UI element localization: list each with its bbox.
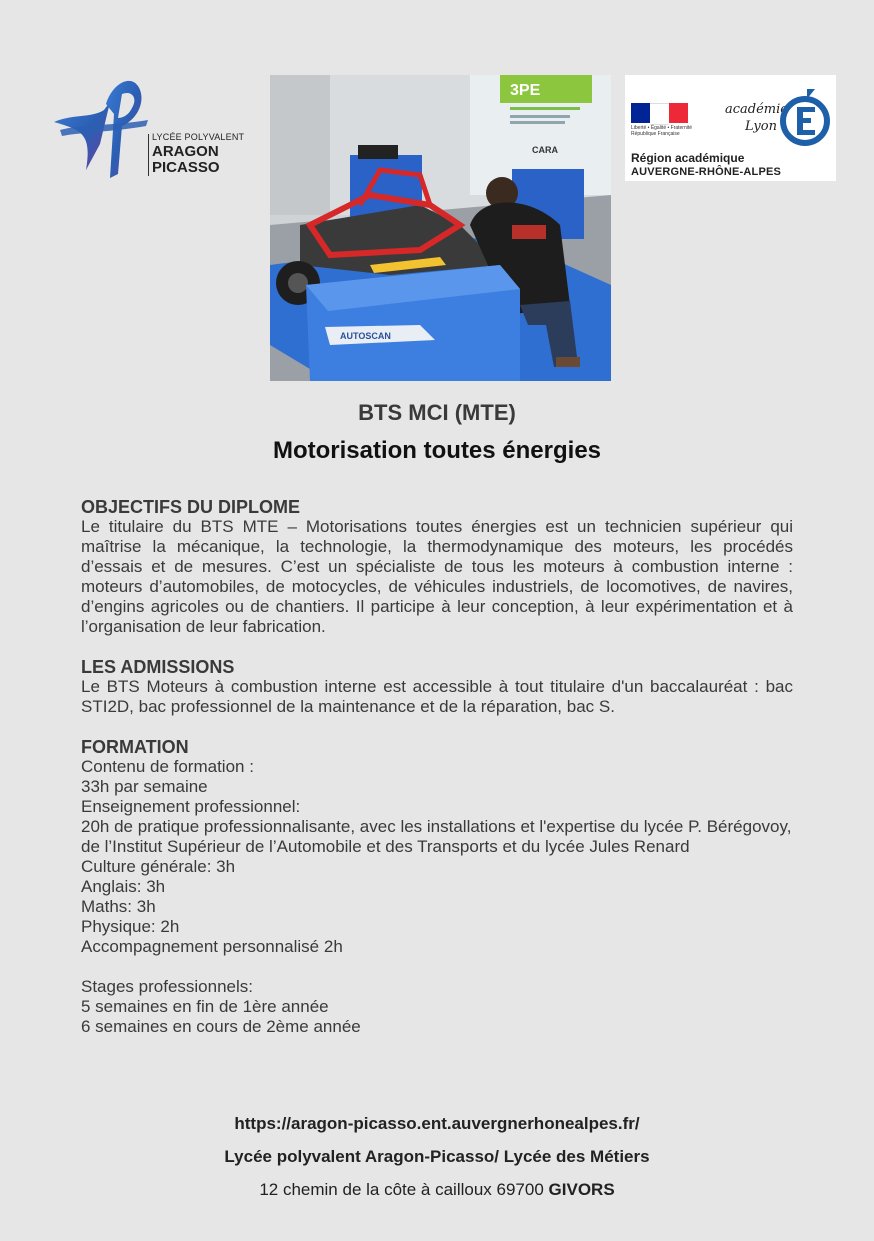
rf-caption: [631, 125, 701, 137]
academie-e-icon: [777, 85, 831, 147]
region-name: AUVERGNE-RHÔNE-ALPES: [631, 166, 782, 178]
academie-logo: [625, 75, 836, 181]
logo-name-line1: ARAGON: [152, 143, 219, 160]
school-logo: [52, 74, 245, 184]
section-heading: LES ADMISSIONS: [81, 657, 235, 677]
section-heading: FORMATION: [81, 737, 189, 757]
school-name: Lycée polyvalent Aragon-Picasso/ Lycée des Métiers: [224, 1147, 650, 1166]
formation-line: 33h par semaine: [81, 777, 208, 796]
formation-line: Contenu de formation :: [81, 757, 254, 776]
school-address: [0, 1180, 874, 1200]
section-formation: [81, 737, 793, 1037]
page-subtitle: Motorisation toutes énergies: [272, 437, 602, 464]
formation-line: Culture générale: 3h: [81, 857, 236, 876]
region-label: Région académique: [631, 151, 745, 165]
formation-line: Enseignement professionnel:: [81, 797, 301, 816]
logo-divider: [148, 134, 149, 176]
logo-name-line2: PICASSO: [152, 159, 220, 176]
sign-text: 3PE: [510, 82, 541, 99]
section-admissions: [81, 657, 793, 717]
academie-city: Lyon: [745, 119, 777, 134]
main-content: [81, 497, 793, 1057]
stages-line: Stages professionnels:: [81, 977, 253, 996]
section-text: Le BTS Moteurs à combustion interne est accessible à tout titulaire d'un baccalauréat : bac STI2D, bac professionnel de la maintenance et de la réparation, bac S.: [81, 677, 793, 716]
rf-name: République Française: [631, 131, 680, 137]
formation-line: Maths: 3h: [81, 897, 156, 916]
formation-line: Anglais: 3h: [81, 877, 166, 896]
sign-sub-text: CARA: [532, 145, 558, 155]
page-title: BTS MCI (MTE): [358, 400, 516, 425]
academie-word: académie: [725, 102, 788, 117]
section-heading: OBJECTIFS DU DIPLOME: [81, 497, 301, 517]
stages-line: 6 semaines en cours de 2ème année: [81, 1017, 361, 1036]
stages-line: 5 semaines en fin de 1ère année: [81, 997, 329, 1016]
machine-label: AUTOSCAN: [340, 331, 391, 341]
formation-line: 20h de pratique professionnalisante, avec les installations et l'expertise du lycée P. Bérégovoy, de l’Institut Supérieur de l’Automobile et des Transports et du lycée Jules Renard: [81, 817, 792, 856]
website-link[interactable]: https://aragon-picasso.ent.auvergnerhonealpes.fr/: [234, 1114, 640, 1133]
rf-motto: Liberté • Égalité • Fraternité: [631, 125, 693, 131]
logo-subtitle: LYCÉE POLYVALENT: [152, 132, 245, 142]
address-city: GIVORS: [548, 1180, 615, 1199]
address-street: 12 chemin de la côte à cailloux 69700: [259, 1180, 544, 1199]
formation-line: Accompagnement personnalisé 2h: [81, 937, 343, 956]
section-text: Le titulaire du BTS MTE – Motorisations toutes énergies est un technicien supérieur qui maîtrise la mécanique, la technologie, la thermodynamique des moteurs, les procédés d’essais et de mesures. C’est un spécialiste de tous les moteurs à combustion interne : moteurs d’automobiles, de motocycles, de véhicules industriels, de locomotives, de navires, d’engins agricoles ou de chantiers. Il participe à leur conception, à leur expérimentation et à l’organisation de leur fabrication.: [81, 517, 793, 636]
republique-francaise-flag-icon: [631, 103, 689, 125]
workshop-photo: [270, 75, 611, 381]
section-objectifs: [81, 497, 793, 637]
formation-line: Physique: 2h: [81, 917, 180, 936]
